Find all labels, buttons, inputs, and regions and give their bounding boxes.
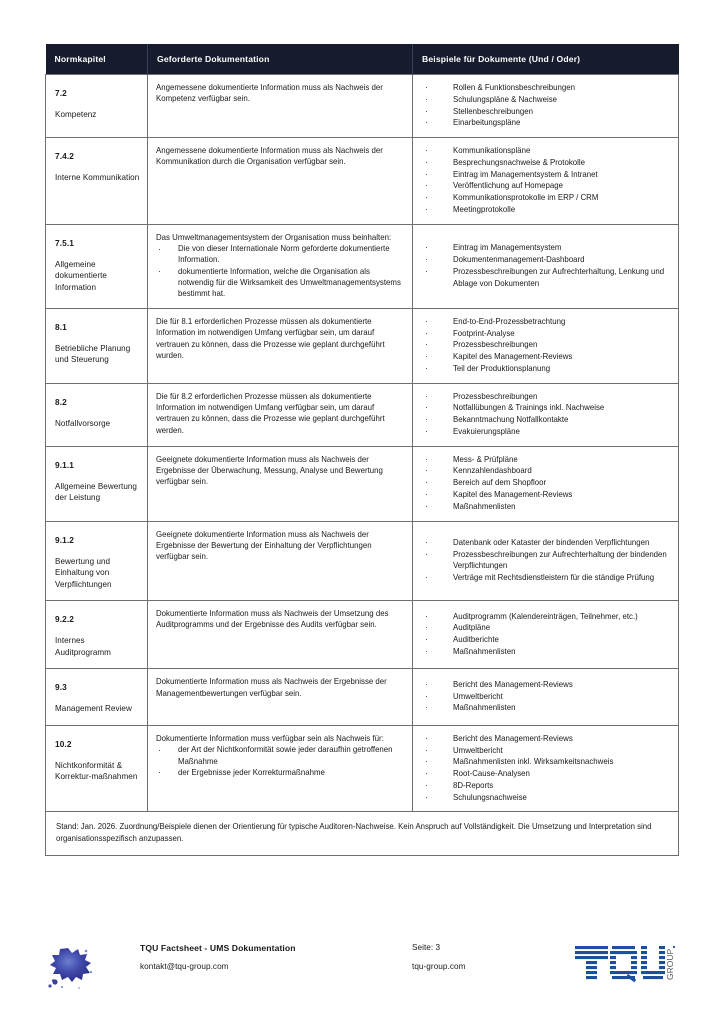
- example-item: · Verträge mit Rechtsdienstleistern für die ständige Prüfung: [421, 572, 672, 584]
- norm-number: 8.2: [55, 396, 67, 407]
- examples-list: [421, 242, 672, 289]
- norm-title: Notfallvorsorge: [55, 418, 111, 428]
- example-item: · Veröffentlichung auf Homepage: [421, 180, 672, 192]
- example-item: · Footprint-Analyse: [421, 328, 672, 340]
- requirement-text: Angemessene dokumentierte Information muss als Nachweis der Kompetenz verfügbar sein.: [156, 83, 383, 104]
- examples-list: [421, 679, 672, 714]
- table-row: [46, 725, 679, 812]
- table-row: [46, 383, 679, 446]
- example-item: · Prozessbeschreibungen zur Aufrechterhaltung, Lenkung und Ablage von Dokumenten: [421, 266, 672, 290]
- cell-requirement: [148, 725, 413, 812]
- requirement-text: Das Umweltmanagementsystem der Organisation muss beinhalten:: [156, 232, 392, 242]
- footer-website[interactable]: tqu-group.com: [412, 962, 466, 971]
- example-item: · Evakuierungspläne: [421, 426, 672, 438]
- cell-requirement: [148, 75, 413, 138]
- requirement-sublist: [156, 243, 405, 300]
- footer-email[interactable]: kontakt@tqu-group.com: [140, 962, 229, 971]
- example-item: · Eintrag im Managementsystem: [421, 242, 672, 254]
- norm-number: 10.2: [55, 738, 72, 749]
- logo-group-text: GROUP: [665, 948, 675, 980]
- example-item: · Maßnahmenlisten: [421, 646, 672, 658]
- norm-title: Allgemeine dokumentierte Information: [55, 259, 107, 292]
- cell-examples: [413, 224, 679, 308]
- example-item: · Auditpläne: [421, 622, 672, 634]
- example-item: · Schulungspläne & Nachweise: [421, 94, 672, 106]
- cell-normkapitel: [46, 521, 148, 601]
- examples-list: [421, 733, 672, 804]
- examples-list: [421, 145, 672, 216]
- norm-number: 7.4.2: [55, 151, 74, 162]
- cell-note: [46, 812, 679, 855]
- cell-requirement: [148, 308, 413, 383]
- example-item: · Maßnahmenlisten: [421, 702, 672, 714]
- norm-title: Internes Auditprogramm: [55, 636, 111, 657]
- example-item: · Bericht des Management-Reviews: [421, 679, 672, 691]
- cell-examples: [413, 446, 679, 521]
- column-header-beispiele: Beispiele für Dokumente (Und / Oder): [413, 44, 679, 75]
- table-row: [46, 669, 679, 726]
- table-row: [46, 521, 679, 601]
- example-item: · Bereich auf dem Shopfloor: [421, 477, 672, 489]
- example-item: · Kennzahlendashboard: [421, 465, 672, 477]
- norm-title: Bewertung und Einhaltung von Verpflichtungen: [55, 556, 112, 589]
- requirement-text: Dokumentierte Information muss verfügbar sein als Nachweis für:: [156, 733, 384, 743]
- example-item: · Kapitel des Management-Reviews: [421, 351, 672, 363]
- cell-normkapitel: [46, 383, 148, 446]
- example-item: · Datenbank oder Kataster der bindenden Verpflichtungen: [421, 537, 672, 549]
- norm-title: Allgemeine Bewertung der Leistung: [55, 481, 137, 503]
- example-item: · Root-Cause-Analysen: [421, 768, 672, 780]
- example-item: · Kommunikationsprotokolle im ERP / CRM: [421, 192, 672, 204]
- cell-requirement: [148, 383, 413, 446]
- cell-requirement: [148, 138, 413, 225]
- examples-list: [421, 454, 672, 513]
- column-header-normkapitel: Normkapitel: [46, 44, 148, 75]
- cell-requirement: [148, 669, 413, 726]
- table-body: [46, 75, 679, 856]
- norm-title: Interne Kommunikation: [55, 173, 140, 183]
- example-item: · Umweltbericht: [421, 691, 672, 703]
- requirement-text: Dokumentierte Information muss als Nachweis der Umsetzung des Auditprogramms und der Ergebnisse des Audits verfügbar sein.: [156, 609, 389, 630]
- norm-title: Nichtkonformität & Korrektur-maßnahmen: [55, 760, 138, 782]
- example-item: · Bericht des Management-Reviews: [421, 733, 672, 745]
- requirement-sublist-item: · dokumentierte Information, welche die Organisation als notwendig für die Wirksamkeit des Umweltmanagementsystems bestimmt hat.: [156, 266, 405, 300]
- table-note-text: Stand: Jan. 2026. Zuordnung/Beispiele dienen der Orientierung für typische Auditoren-Nachweise. Kein Anspruch auf Vollständigkeit. Die Umsetzung und Interpretation sind organisationsspezifisch anzupassen.: [56, 822, 652, 844]
- table-row: [46, 75, 679, 138]
- example-item: · Dokumentenmanagement-Dashboard: [421, 254, 672, 266]
- example-item: · End-to-End-Prozessbetrachtung: [421, 316, 672, 328]
- example-item: · Maßnahmenlisten: [421, 501, 672, 513]
- example-item: · Besprechungsnachweise & Protokolle: [421, 157, 672, 169]
- table-note-row: [46, 812, 679, 855]
- norm-number: 9.1.1: [55, 459, 74, 470]
- cell-examples: [413, 601, 679, 669]
- table-row: [46, 601, 679, 669]
- cell-requirement: [148, 521, 413, 601]
- requirement-sublist: [156, 744, 405, 778]
- requirement-text: Geeignete dokumentierte Information muss als Nachweis der Ergebnisse der Überwachung, Messung, Analyse und Bewertung verfügbar sein.: [156, 454, 383, 487]
- example-item: · Prozessbeschreibungen zur Aufrechterhaltung der bindenden Verpflichtungen: [421, 549, 672, 573]
- requirement-text: Die für 8.2 erforderlichen Prozesse müssen als dokumentierte Information im notwendigen Umfang verfügbar sein, um darauf vertrauen zu können, dass die Prozesse wie geplant durchgeführt werden.: [156, 391, 385, 435]
- example-item: · Einarbeitungspläne: [421, 117, 672, 129]
- column-header-geforderte-dokumentation: Geforderte Dokumentation: [148, 44, 413, 75]
- cell-normkapitel: [46, 224, 148, 308]
- requirement-text: Angemessene dokumentierte Information muss als Nachweis der Kommunikation durch die Organisation verfügbar sein.: [156, 146, 383, 167]
- examples-list: [421, 537, 672, 584]
- example-item: · Kapitel des Management-Reviews: [421, 489, 672, 501]
- norm-number: 7.5.1: [55, 237, 74, 248]
- table-header: [46, 44, 679, 75]
- examples-list: [421, 611, 672, 658]
- norm-number: 9.2.2: [55, 614, 74, 625]
- norm-number: 8.1: [55, 321, 67, 332]
- table-header-row: [46, 44, 679, 75]
- norm-title: Management Review: [55, 704, 132, 714]
- documentation-table: [45, 44, 679, 856]
- cell-examples: [413, 308, 679, 383]
- norm-title: Kompetenz: [55, 110, 97, 120]
- cell-examples: [413, 75, 679, 138]
- examples-list: [421, 391, 672, 438]
- table-row: [46, 138, 679, 225]
- documentation-table-wrapper: [45, 44, 678, 856]
- examples-list: [421, 316, 672, 375]
- table-row: [46, 446, 679, 521]
- example-item: · Prozessbeschreibungen: [421, 391, 672, 403]
- cell-examples: [413, 521, 679, 601]
- requirement-sublist-item: · Die von dieser Internationale Norm geforderte dokumentierte Information.: [156, 243, 405, 266]
- cell-normkapitel: [46, 308, 148, 383]
- cell-normkapitel: [46, 138, 148, 225]
- requirement-text: Geeignete dokumentierte Information muss als Nachweis der Ergebnisse der Bewertung der Einhaltung der Verpflichtungen verfügbar sein.: [156, 529, 372, 562]
- cell-requirement: [148, 224, 413, 308]
- cell-normkapitel: [46, 75, 148, 138]
- cell-examples: [413, 669, 679, 726]
- example-item: · Auditberichte: [421, 634, 672, 646]
- cell-normkapitel: [46, 601, 148, 669]
- example-item: · Maßnahmenlisten inkl. Wirksamkeitsnachweis: [421, 756, 672, 768]
- example-item: · Kommunikationspläne: [421, 145, 672, 157]
- cell-requirement: [148, 601, 413, 669]
- example-item: · Meetingprotokolle: [421, 204, 672, 216]
- table-row: [46, 224, 679, 308]
- example-item: · Stellenbeschreibungen: [421, 106, 672, 118]
- example-item: · Mess- & Prüfpläne: [421, 454, 672, 466]
- norm-number: 9.3: [55, 682, 67, 693]
- cell-normkapitel: [46, 725, 148, 812]
- requirement-sublist-item: · der Ergebnisse jeder Korrekturmaßnahme: [156, 767, 405, 778]
- example-item: · Notfallübungen & Trainings inkl. Nachweise: [421, 402, 672, 414]
- ink-splatter-logo: [46, 942, 102, 994]
- footer-middle-text: [412, 943, 465, 971]
- table-row: [46, 308, 679, 383]
- cell-requirement: [148, 446, 413, 521]
- tqu-group-logo: [575, 942, 680, 986]
- footer-title: TQU Factsheet - UMS Dokumentation: [140, 943, 296, 953]
- footer-page-number: Seite: 3: [412, 943, 441, 952]
- cell-normkapitel: [46, 446, 148, 521]
- example-item: · Prozessbeschreibungen: [421, 339, 672, 351]
- footer-left-text: [140, 943, 296, 971]
- example-item: · Bekanntmachung Notfallkontakte: [421, 414, 672, 426]
- examples-list: [421, 82, 672, 129]
- example-item: · Auditprogramm (Kalendereinträgen, Teilnehmer, etc.): [421, 611, 672, 623]
- example-item: · Teil der Produktionsplanung: [421, 363, 672, 375]
- norm-number: 7.2: [55, 88, 67, 98]
- requirement-sublist-item: · der Art der Nichtkonformität sowie jeder daraufhin getroffenen Maßnahme: [156, 744, 405, 767]
- norm-title: Betriebliche Planung und Steuerung: [55, 343, 131, 365]
- requirement-text: Dokumentierte Information muss als Nachweis der Ergebnisse der Managementbewertungen verfügbar sein.: [156, 677, 387, 698]
- cell-examples: [413, 138, 679, 225]
- example-item: · Rollen & Funktionsbeschreibungen: [421, 82, 672, 94]
- norm-number: 9.1.2: [55, 534, 74, 545]
- example-item: · 8D-Reports: [421, 780, 672, 792]
- example-item: · Schulungsnachweise: [421, 792, 672, 804]
- cell-examples: [413, 725, 679, 812]
- cell-examples: [413, 383, 679, 446]
- cell-normkapitel: [46, 669, 148, 726]
- example-item: · Umweltbericht: [421, 745, 672, 757]
- example-item: · Eintrag im Managementsystem & Intranet: [421, 169, 672, 181]
- requirement-text: Die für 8.1 erforderlichen Prozesse müssen als dokumentierte Information im notwendigen Umfang verfügbar sein, um darauf vertrauen zu können, dass die Prozesse wie geplant durchgeführt wurden.: [156, 316, 385, 360]
